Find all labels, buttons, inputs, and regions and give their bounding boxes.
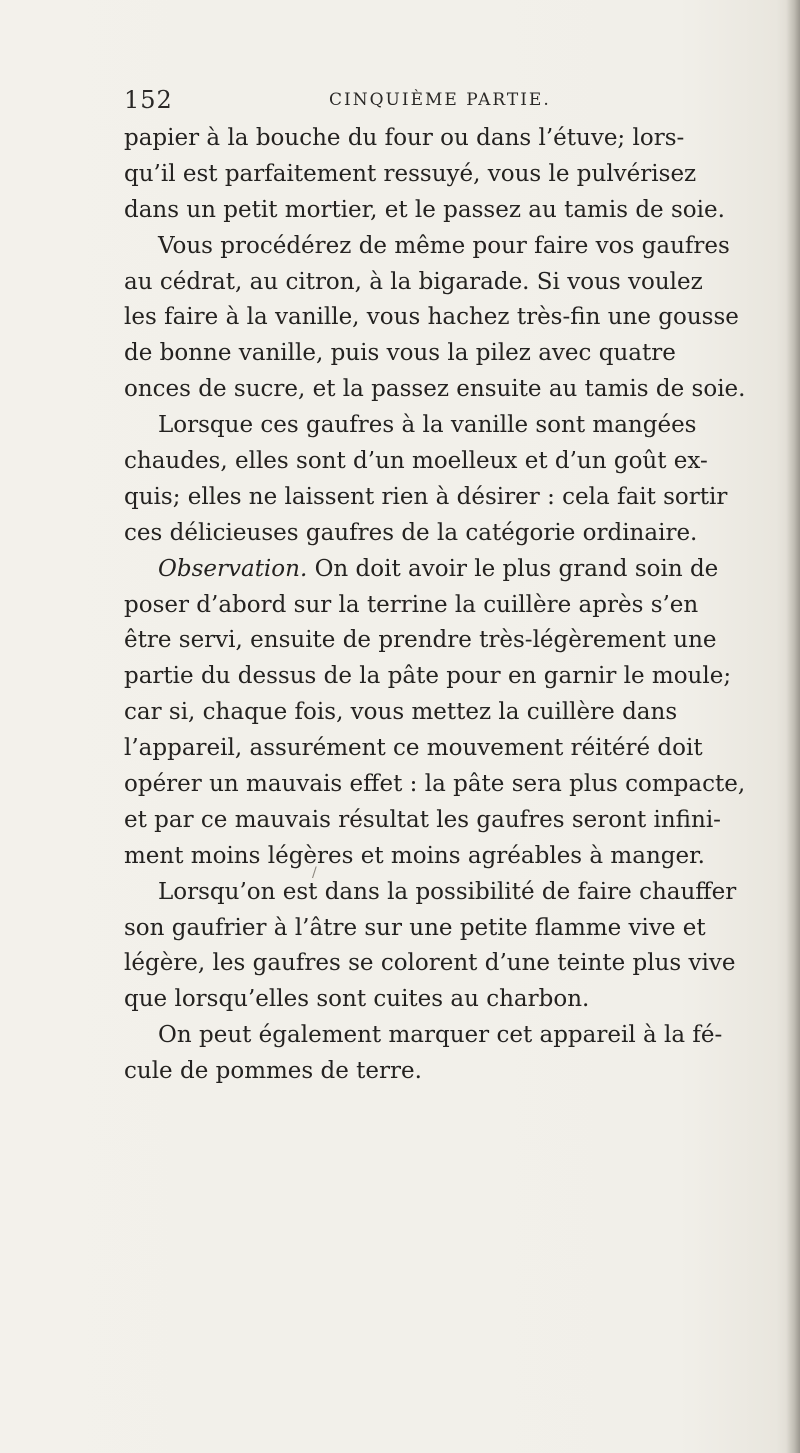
text-line: être servi, ensuite de prendre très-légèrement une bbox=[124, 627, 717, 654]
text-line: chaudes, elles sont d’un moelleux et d’un goût ex- bbox=[124, 448, 708, 475]
text-line: l’appareil, assurément ce mouvement réitéré doit bbox=[124, 735, 703, 762]
text-line: que lorsqu’elles sont cuites au charbon. bbox=[124, 986, 590, 1013]
text-line: partie du dessus de la pâte pour en garnir le moule; bbox=[124, 663, 732, 690]
text-line: Lorsqu’on est dans la possibilité de faire chauffer bbox=[158, 878, 737, 905]
text-line: ces délicieuses gaufres de la catégorie ordinaire. bbox=[124, 519, 698, 546]
text-line: les faire à la vanille, vous hachez très-fin une gousse bbox=[124, 304, 739, 331]
text-line: onces de sucre, et la passez ensuite au tamis de soie. bbox=[124, 376, 746, 403]
text-line: quis; elles ne laissent rien à désirer : cela fait sortir bbox=[124, 483, 728, 510]
observation-line bbox=[124, 552, 784, 588]
text-line: On peut également marquer cet appareil à la fé- bbox=[158, 1022, 723, 1049]
text-line: ment moins légères et moins agréables à manger. bbox=[124, 842, 705, 869]
text-line: opérer un mauvais effet : la pâte sera plus compacte, bbox=[124, 771, 746, 798]
text-line: poser d’abord sur la terrine la cuillère après s’en bbox=[124, 591, 699, 618]
text-line: qu’il est parfaitement ressuyé, vous le pulvérisez bbox=[124, 160, 697, 187]
text-line: Lorsque ces gaufres à la vanille sont mangées bbox=[158, 412, 697, 439]
text-line: et par ce mauvais résultat les gaufres seront infini- bbox=[124, 806, 721, 833]
text-line: cule de pommes de terre. bbox=[124, 1058, 422, 1085]
text-line: car si, chaque fois, vous mettez la cuillère dans bbox=[124, 699, 678, 726]
page-header bbox=[124, 86, 774, 116]
text-line: au cédrat, au citron, à la bigarade. Si vous voulez bbox=[124, 268, 703, 295]
page-number: 152 bbox=[124, 86, 173, 114]
body-text bbox=[124, 121, 784, 1090]
text-line: dans un petit mortier, et le passez au tamis de soie. bbox=[124, 196, 725, 223]
page-edge-shadow bbox=[786, 0, 800, 1453]
text-line: légère, les gaufres se colorent d’une teinte plus vive bbox=[124, 950, 736, 977]
text-line: de bonne vanille, puis vous la pilez avec quatre bbox=[124, 340, 676, 367]
observation-label: Observation. bbox=[158, 555, 308, 582]
observation-text: On doit avoir le plus grand soin de bbox=[314, 555, 719, 582]
running-head: CINQUIÈME PARTIE. bbox=[329, 90, 551, 110]
stray-mark: / bbox=[312, 865, 317, 881]
text-line: papier à la bouche du four ou dans l’étuve; lors- bbox=[124, 125, 685, 151]
text-line: son gaufrier à l’âtre sur une petite flamme vive et bbox=[124, 914, 706, 941]
text-line: Vous procédérez de même pour faire vos gaufres bbox=[158, 232, 730, 259]
